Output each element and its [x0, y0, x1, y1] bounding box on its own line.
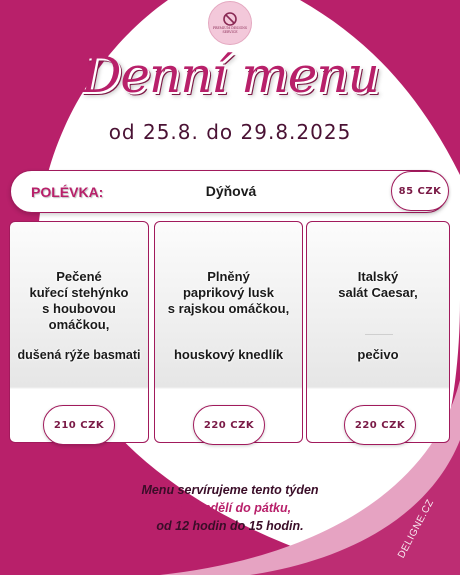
dish-line: s rajskou omáčkou,	[167, 301, 290, 316]
dish-line: Italský	[357, 269, 399, 284]
dish-price-badge: 220 CZK	[193, 405, 265, 445]
dish-main-text	[14, 269, 144, 333]
logo-subtext: SERVICE	[222, 30, 238, 34]
dish-line: s houbovou	[42, 301, 116, 316]
dish-line: Plněný	[207, 269, 250, 284]
dish-price-badge: 220 CZK	[344, 405, 416, 445]
dish-main-text	[311, 269, 445, 301]
dish-line: salát Caesar,	[338, 285, 418, 300]
serving-line-2: od pondělí do pátku,	[168, 501, 292, 515]
dish-line: omáčkou,	[48, 317, 110, 332]
soup-row	[10, 170, 448, 213]
slash-circle-icon	[222, 11, 238, 27]
dish-card-1	[9, 221, 149, 443]
dish-card-2	[154, 221, 303, 443]
serving-info	[0, 481, 460, 535]
watermark-text: DELIGNE.CZ	[396, 497, 437, 561]
serving-line-1: Menu servírujeme tento týden	[141, 483, 319, 497]
dish-line: kuřecí stehýnko	[29, 285, 129, 300]
dish-card-3	[306, 221, 450, 443]
serving-line-3: od 12 hodin do 15 hodin.	[156, 519, 304, 533]
dish-side-text: dušená rýže basmati	[17, 348, 141, 362]
soup-label: POLÉVKA:	[31, 184, 104, 200]
soup-name: Dýňová	[205, 183, 257, 199]
dish-line: paprikový lusk	[182, 285, 275, 300]
brand-logo	[208, 1, 252, 45]
logo-text: PREMIUM DESIGNS	[212, 26, 248, 31]
dish-price-badge: 210 CZK	[43, 405, 115, 445]
dish-side-text: pečivo	[357, 347, 399, 362]
dish-line: Pečené	[56, 269, 102, 284]
menu-dates: od 25.8. do 29.8.2025	[108, 120, 352, 144]
dish-side-text: houskový knedlík	[173, 347, 284, 362]
dish-main-text	[159, 269, 298, 317]
divider	[365, 334, 393, 335]
soup-price-badge: 85 CZK	[391, 171, 449, 211]
page-title: Denní menu	[81, 46, 379, 104]
